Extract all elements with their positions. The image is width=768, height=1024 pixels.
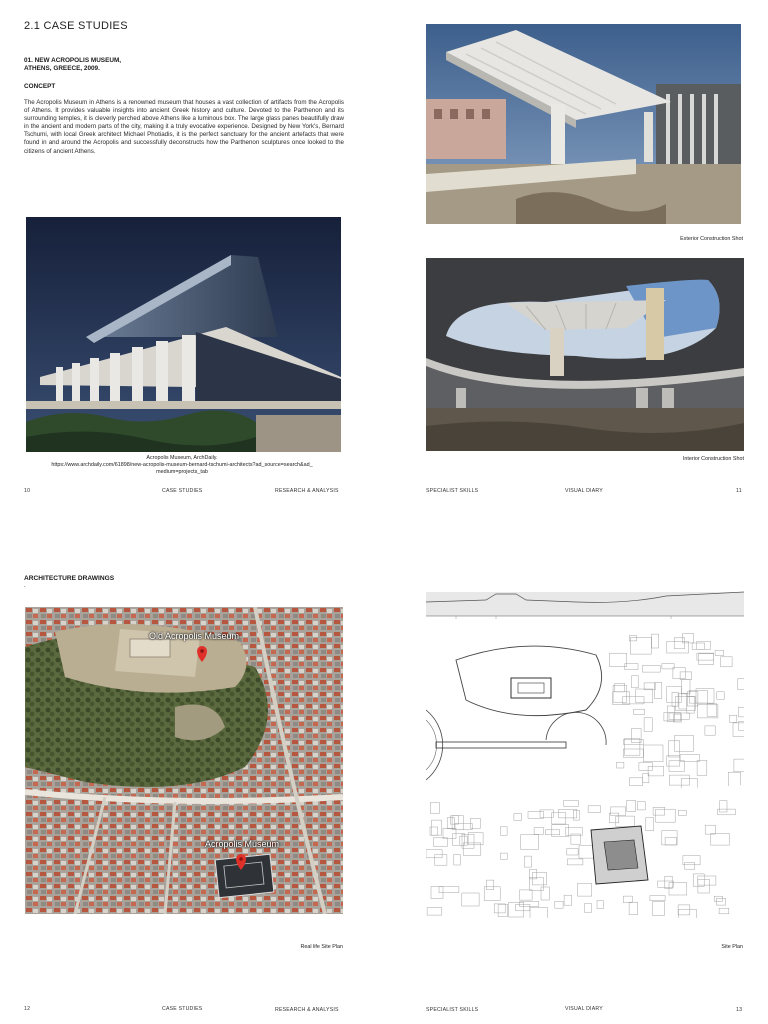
real-site-plan-caption: Real life Site Plan bbox=[300, 944, 343, 950]
aerial-site-map bbox=[25, 607, 343, 914]
museum-caption-line-3: medium=projects_tab bbox=[156, 469, 208, 475]
museum-photo-caption bbox=[12, 455, 352, 476]
footer-visual-diary: VISUAL DIARY bbox=[565, 488, 603, 494]
map-label-new-museum: Acropolis Museum bbox=[205, 839, 280, 849]
footer-page-number-left: 10 bbox=[24, 488, 31, 494]
site-plan-caption: Site Plan bbox=[721, 944, 743, 950]
project-title-line-2: ATHENS, GREECE, 2009. bbox=[24, 65, 100, 72]
architecture-drawings-heading: ARCHITECTURE DRAWINGS bbox=[24, 575, 115, 582]
exterior-caption: Exterior Construction Shot bbox=[680, 236, 743, 242]
footer-research-analysis: RESEARCH & ANALYSIS bbox=[275, 1007, 339, 1013]
footer-visual-diary: VISUAL DIARY bbox=[565, 1006, 603, 1012]
footer-specialist-skills: SPECIALIST SKILLS bbox=[426, 1007, 479, 1013]
project-title-line-1: 01. NEW ACROPOLIS MUSEUM, bbox=[24, 57, 122, 64]
section-elevation-drawing bbox=[426, 588, 744, 620]
footer-page-number-left: 12 bbox=[24, 1006, 31, 1012]
heading-mark: . bbox=[24, 583, 26, 589]
footer-specialist-skills: SPECIALIST SKILLS bbox=[426, 488, 479, 494]
museum-caption-line-2: https://www.archdaily.com/61898/new-acropolis-museum-bernard-tschumi-architects?ad_source=search&ad_ bbox=[51, 462, 313, 468]
footer-case-studies: CASE STUDIES bbox=[162, 1006, 203, 1012]
interior-construction-photo bbox=[426, 258, 744, 451]
concept-heading: CONCEPT bbox=[24, 83, 56, 90]
project-title bbox=[24, 57, 224, 73]
footer-case-studies: CASE STUDIES bbox=[162, 488, 203, 494]
footer-research-analysis: RESEARCH & ANALYSIS bbox=[275, 488, 339, 494]
footer-page-number-right: 11 bbox=[736, 488, 742, 494]
concept-paragraph: The Acropolis Museum in Athens is a renowned museum that houses a vast collection of artifacts from the Acropolis of Athens. It provides valuable insights into ancient Greek history and culture. Devoted to the Parthenon and its surrounding temples, it is cleverly perched above Athens like a luminous box. The large glass panes beautifully draw in the ancient and modern parts of the city, making it a truly evocative experience. Designed by New York's, Bernard Tschumi, with local Greek architect Michael Photiadis, it is the perfect sanctuary for the ancient artefacts that were found in and around the Acropolis and successfully deconstructs how the Parthenon sculptures once looked to the citizens of ancient Athens. bbox=[24, 99, 344, 155]
museum-caption-line-1: Acropolis Museum, ArchDaily. bbox=[146, 455, 218, 461]
section-title: 2.1 CASE STUDIES bbox=[24, 20, 128, 32]
footer-page-number-right: 13 bbox=[736, 1007, 743, 1013]
site-plan-drawing bbox=[426, 630, 744, 918]
map-label-old-museum: Old Acropolis Museum bbox=[149, 631, 240, 641]
exterior-construction-photo bbox=[426, 24, 741, 224]
museum-dusk-photo bbox=[26, 217, 341, 452]
interior-caption: Interior Construction Shot bbox=[682, 456, 744, 462]
